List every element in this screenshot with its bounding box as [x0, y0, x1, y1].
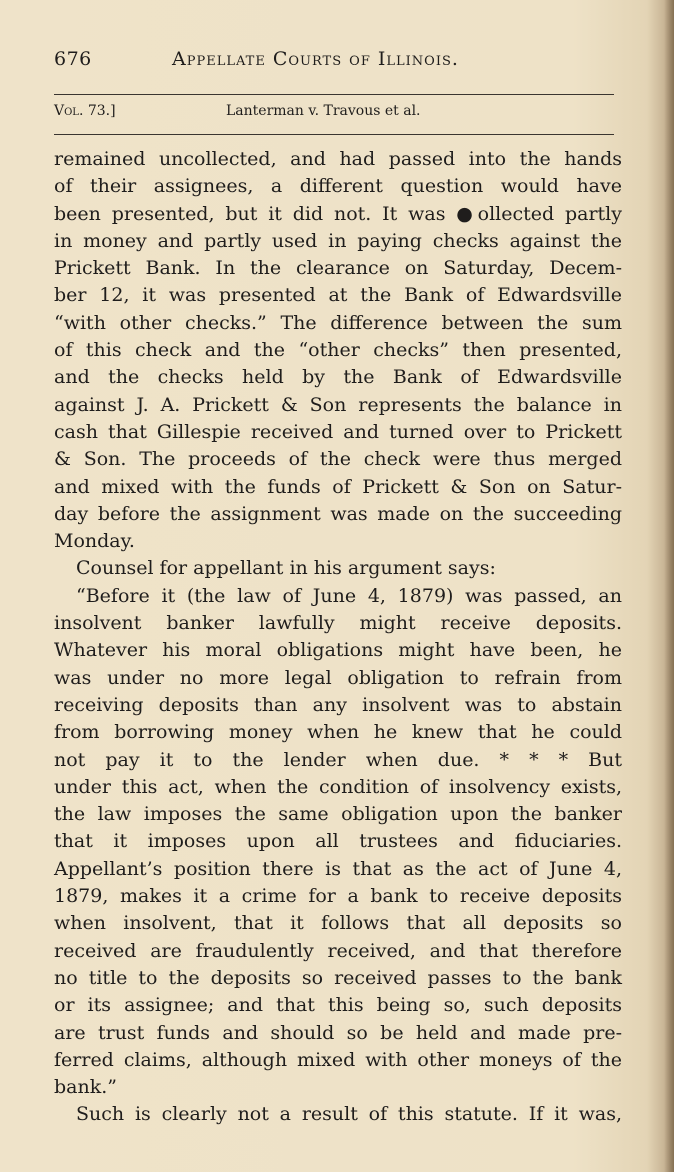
- volume-label: Vol. 73.]: [54, 103, 116, 119]
- header-rule-top: [54, 94, 614, 95]
- page-number: 676: [54, 48, 92, 70]
- page-edge-shadow: [664, 0, 674, 1172]
- text-line: and mixed with the funds of Prickett & Son on Satur-: [54, 475, 622, 498]
- running-title: Appellate Courts of Illinois.: [172, 48, 459, 70]
- text-line: day before the assignment was made on the succeeding: [54, 502, 622, 525]
- text-line: bank.”: [54, 1076, 117, 1099]
- text-line: under this act, when the condition of insolvency exists,: [54, 775, 622, 798]
- text-line: Monday.: [54, 530, 135, 553]
- text-line: “Before it (the law of June 4, 1879) was passed, an: [76, 584, 622, 607]
- text-line: was under no more legal obligation to refrain from: [54, 666, 622, 689]
- text-line: “with other checks.” The difference between the sum: [54, 311, 622, 334]
- page-header: [54, 48, 624, 70]
- text-line: remained uncollected, and had passed into the hands: [54, 148, 622, 170]
- text-line: no title to the deposits so received passes to the bank: [54, 966, 622, 989]
- text-line: the law imposes the same obligation upon the banker: [54, 803, 622, 826]
- text-line: Appellant’s position there is that as the act of June 4,: [54, 857, 622, 880]
- text-line: ferred claims, although mixed with other moneys of the: [54, 1048, 622, 1071]
- text-line: cash that Gillespie received and turned over to Prickett: [54, 420, 622, 443]
- text-line: of this check and the “other checks” then presented,: [54, 339, 622, 362]
- text-line: receiving deposits than any insolvent was to abstain: [54, 693, 622, 716]
- text-line: of their assignees, a different question would have: [54, 175, 622, 198]
- text-line: are trust funds and should so be held and made pre-: [54, 1021, 622, 1044]
- text-line: Counsel for appellant in his argument says:: [76, 557, 496, 580]
- header-rule-bottom: [54, 134, 614, 135]
- text-line: when insolvent, that it follows that all deposits so: [54, 912, 622, 935]
- text-line: received are fraudulently received, and that therefore: [54, 939, 622, 962]
- text-line: and the checks held by the Bank of Edwardsville: [54, 366, 622, 389]
- text-line: Prickett Bank. In the clearance on Saturday, Decem-: [54, 257, 622, 280]
- text-line: insolvent banker lawfully might receive deposits.: [54, 612, 622, 635]
- text-line: or its assignee; and that this being so, such deposits: [54, 994, 622, 1017]
- case-name: Lanterman v. Travous et al.: [226, 103, 421, 119]
- text-line: Whatever his moral obligations might have been, he: [54, 639, 622, 662]
- opinion-text: [54, 146, 622, 1129]
- text-line: Such is clearly not a result of this statute. If it was,: [76, 1103, 622, 1126]
- text-line: that it imposes upon all trustees and fiduciaries.: [54, 830, 622, 853]
- text-line: in money and partly used in paying checks against the: [54, 229, 622, 252]
- text-line: & Son. The proceeds of the check were thus merged: [54, 448, 622, 471]
- text-line: 1879, makes it a crime for a bank to receive deposits: [54, 885, 622, 908]
- text-line: from borrowing money when he knew that he could: [54, 721, 622, 744]
- text-line: not pay it to the lender when due. * * * But: [54, 748, 622, 771]
- text-line: been presented, but it did not. It was ●ollected partly: [54, 202, 622, 225]
- case-subheader: [54, 103, 614, 119]
- text-line: ber 12, it was presented at the Bank of Edwardsville: [54, 284, 622, 307]
- text-line: against J. A. Prickett & Son represents the balance in: [54, 393, 622, 416]
